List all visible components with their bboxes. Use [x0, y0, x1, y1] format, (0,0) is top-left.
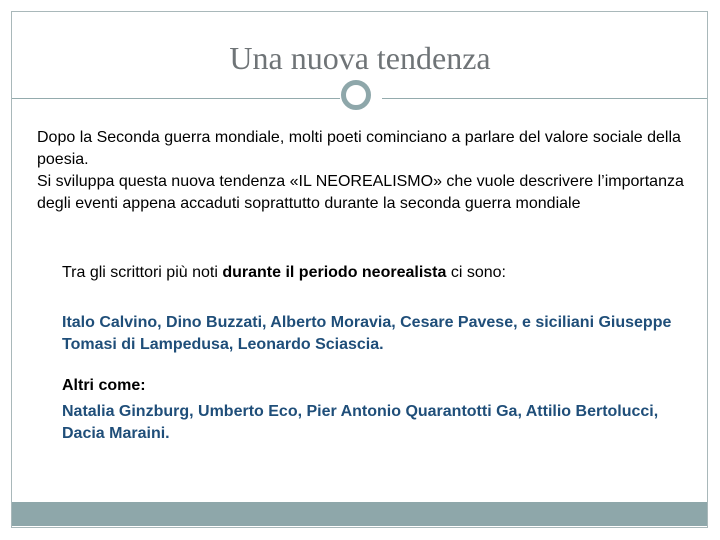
- circle-ornament-icon: [341, 80, 371, 110]
- title-divider-right: [382, 98, 707, 99]
- paragraph-2: Si sviluppa questa nuova tendenza «IL NEOREALISMO» che vuole descrivere l’importanza degli eventi appena accaduti soprattutto durante la seconda guerra mondiale: [37, 173, 684, 212]
- body-text: [37, 127, 687, 215]
- paragraph-1: Dopo la Seconda guerra mondiale, molti poeti cominciano a parlare del valore sociale della poesia.: [37, 129, 681, 168]
- intro-emphasis: durante il periodo neorealista: [222, 264, 447, 281]
- intro-text: Tra gli scrittori più noti: [62, 264, 223, 281]
- intro-suffix: ci sono:: [446, 264, 506, 281]
- main-writers-list: Italo Calvino, Dino Buzzati, Alberto Moravia, Cesare Pavese, e siciliani Giuseppe Tomasi di Lampedusa, Leonardo Sciascia.: [62, 314, 672, 353]
- footer-bar: [12, 502, 707, 526]
- title-divider-left: [12, 98, 340, 99]
- slide-title: Una nuova tendenza: [229, 40, 491, 76]
- other-writers-label: Altri come:: [62, 377, 146, 394]
- other-writers-list: Natalia Ginzburg, Umberto Eco, Pier Antonio Quarantotti Ga, Attilio Bertolucci, Dacia Maraini.: [62, 403, 659, 442]
- writers-intro: [62, 262, 682, 284]
